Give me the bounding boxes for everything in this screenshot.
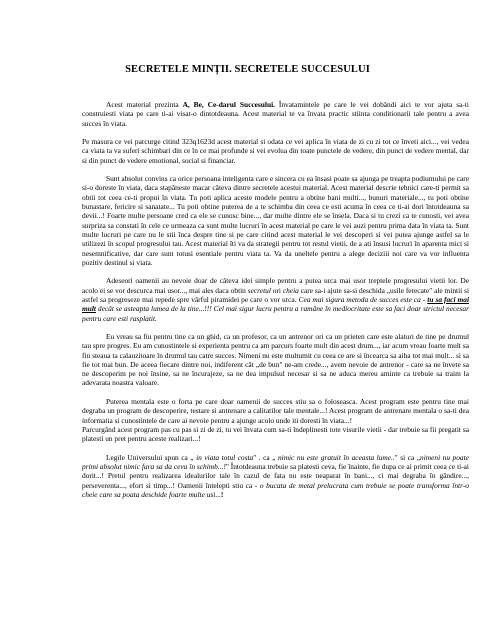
paragraph-keys-text: ori xyxy=(270,285,283,295)
paragraph-intro-text: Acest material prezinta xyxy=(106,100,183,109)
document-title: SECRETELE MINȚII. SECRETELE SUCCESULUI xyxy=(125,64,370,75)
paragraph-intro xyxy=(82,100,469,128)
paragraph-laws xyxy=(82,453,469,499)
paragraph-mental-power: Puterea mentala este o forta pe care doar oamenii de succes stiu sa o foloseasca. Acest program este pentru tine mai degraba un program de descoperire, testare si antrenare a calitatilor tale mentale...! Acest program de antrenare mentala o sa-ti dea informatia si cunostintele de care ai nevoie pentru a ajunge acolo unde iti doresti în viata...! xyxy=(82,396,469,425)
emphasis-italic: secretul xyxy=(247,285,271,295)
emphasis-italic: Cea mai sigura metoda de succes este ca - xyxy=(298,294,428,304)
emphasis-bold: A, Be, Ce-darul Succesului. xyxy=(182,100,275,109)
emphasis-italic: in viata totul costa xyxy=(196,452,254,462)
paragraph-keys-text: Adeseori oamenii au nevoie doar de câteva idei simple pentru a putea urca mai usor treptele progresului vietii lor. De acolo ei se vor descurca mai usor..., mai ales daca obtin xyxy=(82,276,469,295)
document-body xyxy=(82,100,469,508)
paragraph-progress: Pe masura ce vei parcurge citind 323q1623d acest material si odata ce vei aplica în viata de zi cu zi tot ce înveti aici..., vei vedea ca viata ta va suferi schimbari din ce în ce mai profunde si vei evolua din toate punctele de vedere, din punct de vedere mental, dar si din punct de vedere emotional, social si financiar. xyxy=(82,137,469,165)
paragraph-conviction: Sunt absolut convins ca orice persoana inteligenta care e sincera cu ea însasi poate sa ajunga pe treapta podiumului pe care si-o doreste în viata, daca stapâneste macar câteva dintre secretele acestui material. Acest material descrie tehnici care-ti permit sa obtii tot ceea ce-ti propui în viata. Tu poti aplica aceste modele pentru a obtine bani multi..., bunuri materiale..., tu poti obtine bunastare, fericire si sanatate... Tu poti obtine puterea de a te schimba din ceea ce esti acuma în ceea ce ti-ai dori întotdeauna sa devii...! Foarte multe persoane cred ca ele se cunosc bine..., dar multe dintre ele se însela. Daca si tu crezi ca te cunosti, vei avea surpriza sa constati în cele ce urmeaza ca sunt multe lucruri în acest material pe care le vei auzi pentru prima data în viata ta. Sunt multe lucruri pe care nu le stii înca despre tine si pe care citind acest material le vei descoperi si vei putea ajunge astfel sa le utilizezi în scopul progresului tau. Acest material îti va da strategii pentru tot restul vietii, de a ati însusi lucruri în aparenta mici si nesemnificative, dar care sunt totusi esentiale pentru viata ta. Va da uneltele pentru a alege deciziii noi care va vor influenta pozitiv destinul si viata. xyxy=(82,174,469,267)
paragraph-keys xyxy=(82,276,469,322)
paragraph-guide: Eu vreau sa fiu pentru tine ca un ghid, ca un profesor, ca un antrenor ori ca un prieten care este alaturi de tine pe drumul tau spre progres. Eu am cunostintele si experienta pentru ca am parcurs foarte mult din acest drum..., iar acum vreau foarte mult sa fiu steaua ta calauzitoare în drumul tau catre succes. Nimeni nu este multumit cu ceea ce are si încearca sa aiba tot mai mult... si sa fie tot mai bun. De aceea fiecare dintre noi, indiferent cât „de bun" ne-am crede..., avem nevoie de antrenor - care sa ne învete sa ne descoperim pe noi însine, sa ne încurajeze, sa ne dea impulsul necesar si sa ne aduca mereu aminte ca trebuie sa traim la adevarata noastra valoare. xyxy=(82,331,469,388)
emphasis-italic: nimeni nu poate primi absolut nimic fara sa da ceva în schimb...! xyxy=(82,452,469,471)
emphasis-italic: o bucata de metal prelucrata cum trebuie se poate transforma într-o cheie care sa poata deschide foarte multe usi... xyxy=(82,480,469,499)
paragraph-laws-text: " . ca „ xyxy=(253,452,278,462)
paragraph-intro-text: Învatamintele pe care le vei dobândi aici te vor ajuta sa-ti construiesti viata pe care ti-ai visat-o dintotdeauna. Acest material te va învata practic stiinta conditionarii tale pentru a avea succes în viata. xyxy=(82,100,469,128)
emphasis-bold: ! xyxy=(220,489,224,499)
emphasis-bold-underline: tu sa faci mai mult xyxy=(82,294,469,314)
emphasis-italic: decât se asteapta lumea de la tine...!!! Cel mai sigur lucru pentru a ramâne în mediocritate este sa faci doar strictul necesar pentru care esti rasplatit. xyxy=(82,304,469,323)
paragraph-laws-text: " Întotdeauna trebuie sa platesti ceva, fie înainte, fie dupa ce ai primit ceea ce ti-ai dorit...! Pretul pentru realizarea idealurilor tale în cazul de fata nu este neaparat în bani..., ci mai degraba în gândire..., perseverenta..., efort si timp...! Oamenii întelepti stiu ca - xyxy=(82,461,469,490)
emphasis-italic: cheia xyxy=(282,285,299,295)
paragraph-laws-text: Legile Universului spun ca „ xyxy=(106,452,197,462)
paragraph-price: Parcurgând acest program pas cu pas si zi de zi, tu vei învata cum sa-ti îndeplinesti tote visurile vietii - dar trebuie sa fii pregatit sa platesti un pret pentru aceste realizari...! xyxy=(82,424,469,444)
emphasis-italic: nimic nu este gratuit în aceasta lume.. xyxy=(277,452,395,462)
paragraph-laws-text: " si ca „ xyxy=(394,452,421,462)
paragraph-keys-text: care sa-i ajute sa-si deschida „usile ferecate" ale mintii si astfel sa progreseze mai repede spre vârful piramidei pe care o vor urca. xyxy=(82,285,469,304)
